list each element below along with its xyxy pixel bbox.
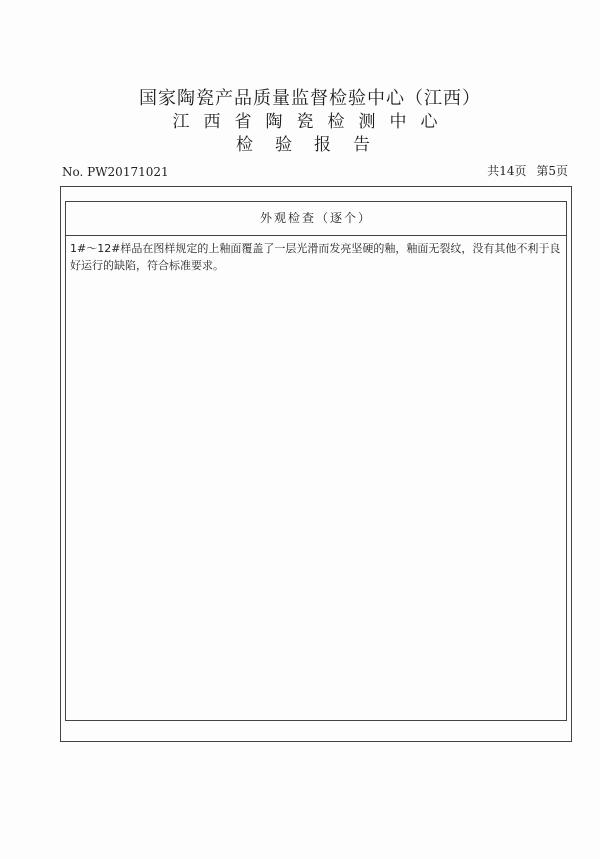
center-subname: 江西省陶瓷检测中心 [172,112,452,132]
appearance-inspection-section [65,201,567,721]
total-pages: 共14页 [487,164,527,178]
document-title: 检验报告 [236,135,392,155]
current-page: 第5页 [536,164,568,178]
report-number: No. PW20171021 [62,165,169,179]
center-name: 国家陶瓷产品质量监督检验中心（江西） [139,88,481,109]
section-text: 1#～12#样品在图样规定的上釉面覆盖了一层光滑而发亮坚硬的釉，釉面无裂纹，没有其他不利于良好运行的缺陷，符合标准要求。 [70,242,561,272]
report-frame [60,186,572,742]
section-title: 外观检查（逐个） [66,202,566,236]
page-info [481,162,568,179]
